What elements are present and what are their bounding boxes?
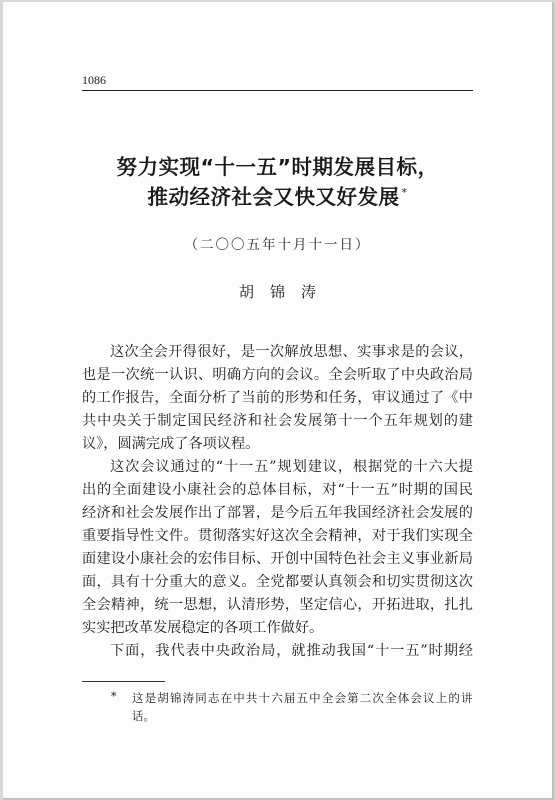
footnote-line-2: 话。: [132, 709, 155, 723]
body-line: 面建设小康社会的宏伟目标、开创中国特色社会主义事业新局: [82, 551, 473, 567]
title-line-1: [82, 150, 473, 180]
title-line-2: [82, 180, 473, 210]
body-line: 议》，圆满完成了各项议程。: [82, 436, 260, 452]
page-number: 1086: [82, 73, 106, 87]
body-line: 这次全会开得很好，是一次解放思想、实事求是的会议，: [110, 344, 473, 360]
body-line: 这次会议通过的“十一五”规划建议，根据党的十六大提: [110, 459, 473, 475]
body-line: 出的全面建设小康社会的总体目标，对“十一五”时期的国民: [82, 482, 473, 498]
footnote-line-1: 这是胡锦涛同志在中共十六届五中全会第二次全体会议上的讲: [132, 691, 473, 705]
header-rule: [82, 90, 473, 91]
body-line: 全会精神，统一思想，认清形势，坚定信心，开拓进取，扎扎: [82, 597, 473, 613]
body-line: 的工作报告，全面分析了当前的形势和任务，审议通过了《中: [82, 390, 473, 406]
title-line-2-text: 推动经济社会又快又好发展: [147, 185, 400, 209]
document-page: [3, 2, 553, 799]
body-line: 实实把改革发展稳定的各项工作做好。: [82, 620, 324, 636]
footnote-rule: [82, 681, 165, 682]
title-footnote-mark: *: [401, 186, 408, 200]
speech-date: （二〇〇五年十月十一日）: [184, 237, 371, 253]
body-line: 重要指导性文件。贯彻落实好这次全会精神，对于我们实现全: [82, 528, 473, 544]
body-line: 经济和社会发展作出了部署，是今后五年我国经济社会发展的: [82, 505, 473, 521]
body-line: 面，具有十分重大的意义。全党都要认真领会和切实贯彻这次: [82, 574, 473, 590]
author-name: 胡锦涛: [238, 283, 332, 301]
body-line: 下面，我代表中央政治局，就推动我国“十一五”时期经: [110, 643, 473, 659]
footnote-mark: *: [111, 690, 117, 703]
body-line: 共中央关于制定国民经济和社会发展第十一个五年规划的建: [82, 413, 473, 429]
title-line-1-text: 努力实现“十一五”时期发展目标，: [116, 155, 439, 179]
body-line: 也是一次统一认识、明确方向的会议。全会听取了中央政治局: [82, 367, 473, 383]
